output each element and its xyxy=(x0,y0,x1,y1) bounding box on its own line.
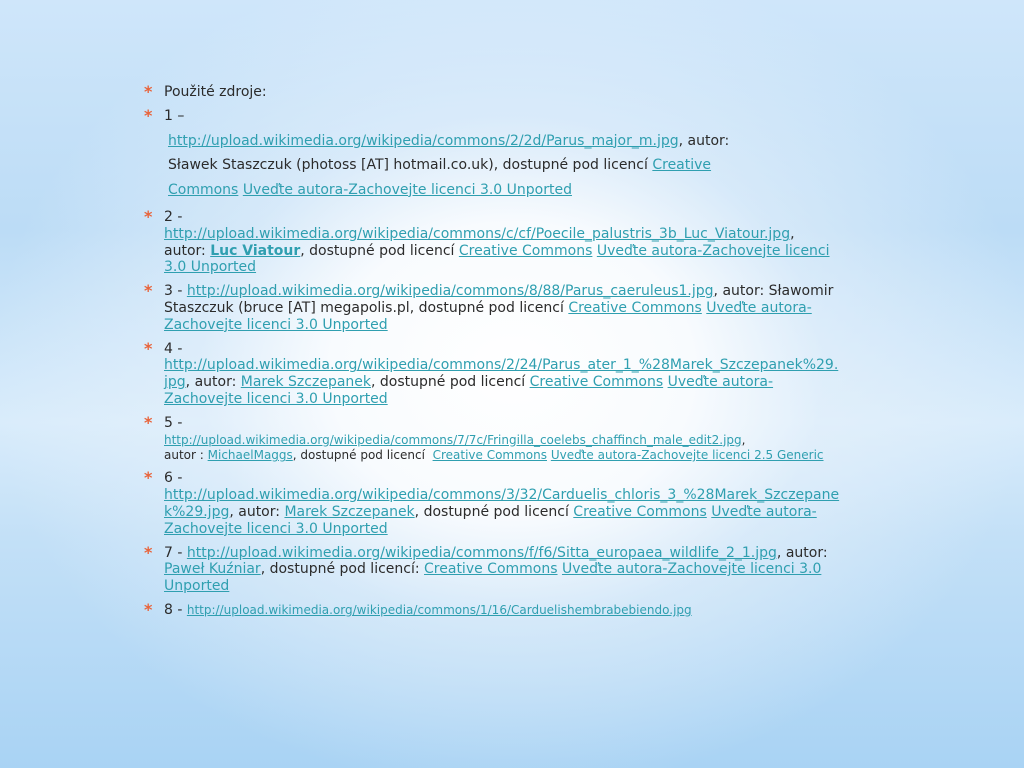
license-link-terms[interactable]: Uveďte autora-Zachovejte licenci 3.0 Unported xyxy=(164,504,817,537)
license-link-creative[interactable]: Creative xyxy=(652,157,712,174)
list-item-2 xyxy=(140,209,840,276)
license-label: , dostupné pod licencí xyxy=(414,504,569,521)
source-link[interactable]: http://upload.wikimedia.org/wikipedia/commons/2/2d/Parus_major_m.jpg xyxy=(168,132,679,149)
author-label: , autor: xyxy=(185,374,237,391)
license-label: , dostupné pod licencí: xyxy=(260,561,420,578)
source-link[interactable]: http://upload.wikimedia.org/wikipedia/commons/8/88/Parus_caeruleus1.jpg xyxy=(186,283,714,300)
asterisk-bullet-icon: * xyxy=(144,468,153,488)
asterisk-bullet-icon: * xyxy=(144,105,153,125)
list-item-6 xyxy=(140,470,840,537)
item-number: 1 – xyxy=(164,107,185,124)
author-link[interactable]: Paweł Kuźniar xyxy=(164,561,261,578)
source-link[interactable]: http://upload.wikimedia.org/wikipedia/commons/7/7c/Fringilla_coelebs_chaffinch_male_edit2.jpg xyxy=(164,432,742,447)
list-item-4 xyxy=(140,338,840,408)
asterisk-bullet-icon: * xyxy=(144,338,153,358)
source-link[interactable]: http://upload.wikimedia.org/wikipedia/commons/f/f6/Sitta_europaea_wildlife_2_1.jpg xyxy=(186,544,777,561)
license-link-cc[interactable]: Creative Commons xyxy=(458,242,593,259)
author-label: , autor: xyxy=(713,283,765,300)
author-text: Sławomir Staszczuk (bruce [AT] megapolis.pl, dostupné pod licencí xyxy=(164,283,834,317)
item-number: 6 - xyxy=(164,470,183,487)
sources-list xyxy=(140,84,840,626)
list-item-1-body xyxy=(144,129,840,203)
author-label: , autor: xyxy=(678,132,730,149)
asterisk-bullet-icon: * xyxy=(144,82,153,101)
separator: , xyxy=(741,432,746,447)
author-label: autor : xyxy=(164,448,204,463)
source-link[interactable]: http://upload.wikimedia.org/wikipedia/commons/2/24/Parus_ater_1_%28Marek_Szczepanek%29.jpg xyxy=(164,357,839,391)
license-link-terms[interactable]: Uveďte autora-Zachovejte licenci 3.0 Unported xyxy=(242,181,572,198)
author-link[interactable]: Marek Szczepanek xyxy=(240,374,371,391)
license-link-commons[interactable]: Commons xyxy=(168,181,239,198)
list-item-8 xyxy=(140,602,840,619)
list-item-7 xyxy=(140,542,840,595)
list-item-5 xyxy=(140,412,840,464)
item-number: 2 - xyxy=(164,209,183,226)
item-number: 3 - xyxy=(164,283,183,300)
item-number: 5 - xyxy=(164,414,183,431)
author-label: autor: xyxy=(164,242,206,259)
license-link-terms[interactable]: Uveďte autora-Zachovejte licenci 3.0 Unported xyxy=(164,374,774,408)
list-item-heading xyxy=(140,84,840,101)
asterisk-bullet-icon: * xyxy=(144,600,153,620)
source-link[interactable]: http://upload.wikimedia.org/wikipedia/commons/1/16/Carduelishembrabebiendo.jpg xyxy=(186,603,692,618)
author-label: autor: xyxy=(785,544,828,561)
license-link-cc[interactable]: Creative Commons xyxy=(432,448,547,463)
item-number: 8 - xyxy=(164,602,183,619)
asterisk-bullet-icon: * xyxy=(144,281,153,301)
asterisk-bullet-icon: * xyxy=(144,542,153,562)
separator: , xyxy=(776,544,782,561)
license-label: , dostupné pod licencí xyxy=(371,374,526,391)
sources-heading: Použité zdroje: xyxy=(164,84,267,100)
separator: , xyxy=(790,225,795,242)
license-link-cc[interactable]: Creative Commons xyxy=(573,504,707,521)
author-link[interactable]: Marek Szczepanek xyxy=(284,504,415,521)
list-item-1 xyxy=(140,105,840,125)
license-link-terms[interactable]: Uveďte autora-Zachovejte licenci 3.0 Unported xyxy=(164,561,822,595)
license-link-terms[interactable]: Uveďte autora-Zachovejte licenci 3.0 Unported xyxy=(164,242,830,276)
asterisk-bullet-icon: * xyxy=(144,412,153,432)
license-label: , dostupné pod licencí xyxy=(292,448,425,463)
license-label: , dostupné pod licencí xyxy=(300,242,455,259)
list-item-3 xyxy=(140,283,840,333)
source-link[interactable]: http://upload.wikimedia.org/wikipedia/commons/3/32/Carduelis_chloris_3_%28Marek_Szczepanek%29.jpg xyxy=(164,487,840,521)
license-link-cc[interactable]: Creative Commons xyxy=(568,300,702,317)
asterisk-bullet-icon: * xyxy=(144,207,153,227)
source-link[interactable]: http://upload.wikimedia.org/wikipedia/commons/c/cf/Poecile_palustris_3b_Luc_Viatour.jpg xyxy=(164,225,791,242)
license-link-terms[interactable]: Uveďte autora-Zachovejte licenci 2.5 Generic xyxy=(550,448,824,463)
license-link-terms[interactable]: Uveďte autora-Zachovejte licenci 3.0 Unported xyxy=(164,300,812,333)
author-label: , autor: xyxy=(229,504,280,521)
author-link[interactable]: Luc Viatour xyxy=(210,242,301,259)
item-number: 4 - xyxy=(164,340,183,357)
license-link-cc[interactable]: Creative Commons xyxy=(529,374,664,391)
item-number: 7 - xyxy=(164,544,183,561)
author-link[interactable]: MichaelMaggs xyxy=(207,448,293,463)
author-text: Sławek Staszczuk (photoss [AT] hotmail.co.uk), dostupné pod licencí xyxy=(168,157,648,174)
license-link-cc[interactable]: Creative Commons xyxy=(424,561,558,578)
